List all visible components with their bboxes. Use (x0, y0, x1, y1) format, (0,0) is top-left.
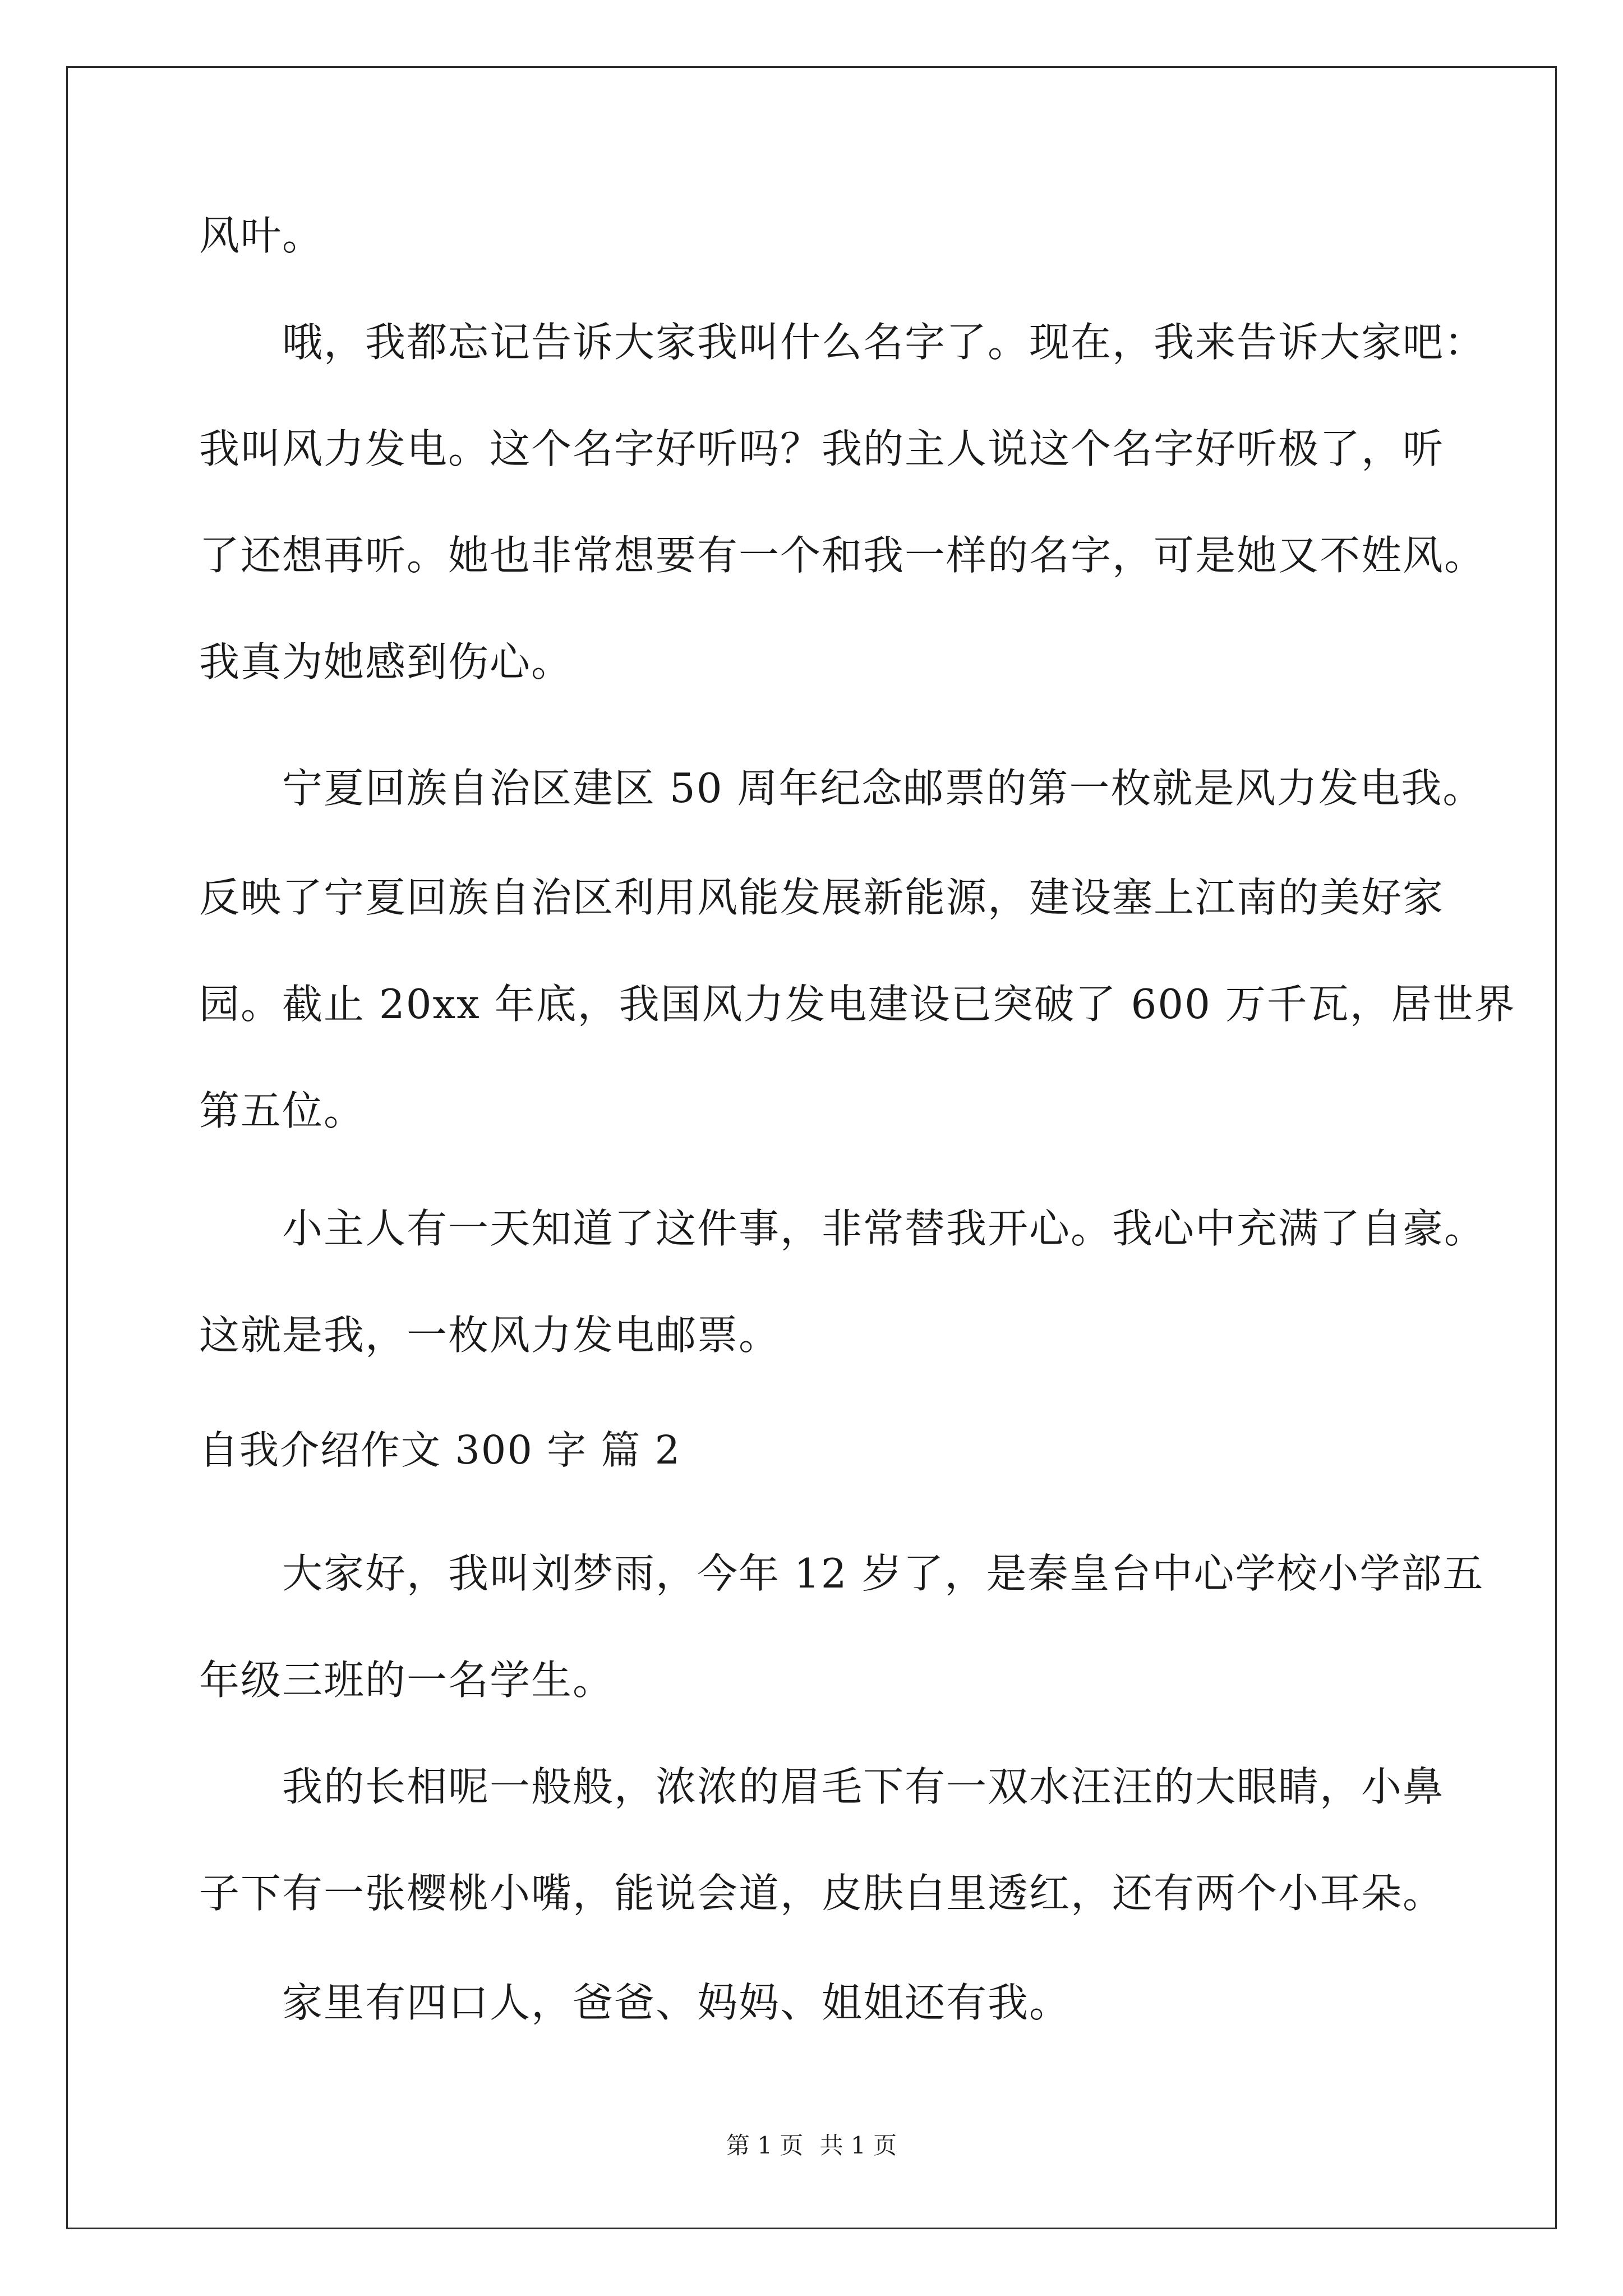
paragraph-line: 宁夏回族自治区建区 50 周年纪念邮票的第一枚就是风力发电我。 (282, 765, 1484, 812)
paragraph-line: 小主人有一天知道了这件事，非常替我开心。我心中充满了自豪。 (282, 1205, 1486, 1252)
paragraph-line: 哦，我都忘记告诉大家我叫什么名字了。现在，我来告诉大家吧： (282, 319, 1486, 366)
page-footer (0, 2132, 1623, 2160)
text-line: 了还想再听。她也非常想要有一个和我一样的名字，可是她又不姓风。 (199, 532, 1486, 579)
text-line: 反映了宁夏回族自治区利用风能发展新能源，建设塞上江南的美好家 (199, 874, 1445, 921)
text-line: 园。截止 20xx 年底，我国风力发电建设已突破了 600 万千瓦，居世界 (199, 981, 1516, 1028)
page-total: 共 1 页 (819, 2132, 897, 2159)
paragraph-line: 我的长相呢一般般，浓浓的眉毛下有一双水汪汪的大眼睛，小鼻 (282, 1763, 1445, 1810)
text-line: 第五位。 (199, 1087, 366, 1134)
text-line: 风叶。 (199, 212, 324, 259)
text-line: 我叫风力发电。这个名字好听吗？我的主人说这个名字好听极了，听 (199, 425, 1445, 472)
text-line: 我真为她感到伤心。 (199, 638, 573, 685)
paragraph-line: 家里有四口人，爸爸、妈妈、姐姐还有我。 (282, 1979, 1071, 2026)
text-line: 子下有一张樱桃小嘴，能说会道，皮肤白里透红，还有两个小耳朵。 (199, 1870, 1445, 1917)
paragraph-line: 大家好，我叫刘梦雨，今年 12 岁了，是秦皇台中心学校小学部五 (282, 1550, 1484, 1597)
text-line: 年级三班的一名学生。 (199, 1657, 615, 1704)
section-heading: 自我介绍作文 300 字 篇 2 (199, 1427, 681, 1473)
page-number: 第 1 页 (726, 2132, 804, 2159)
text-line: 这就是我，一枚风力发电邮票。 (199, 1312, 781, 1359)
